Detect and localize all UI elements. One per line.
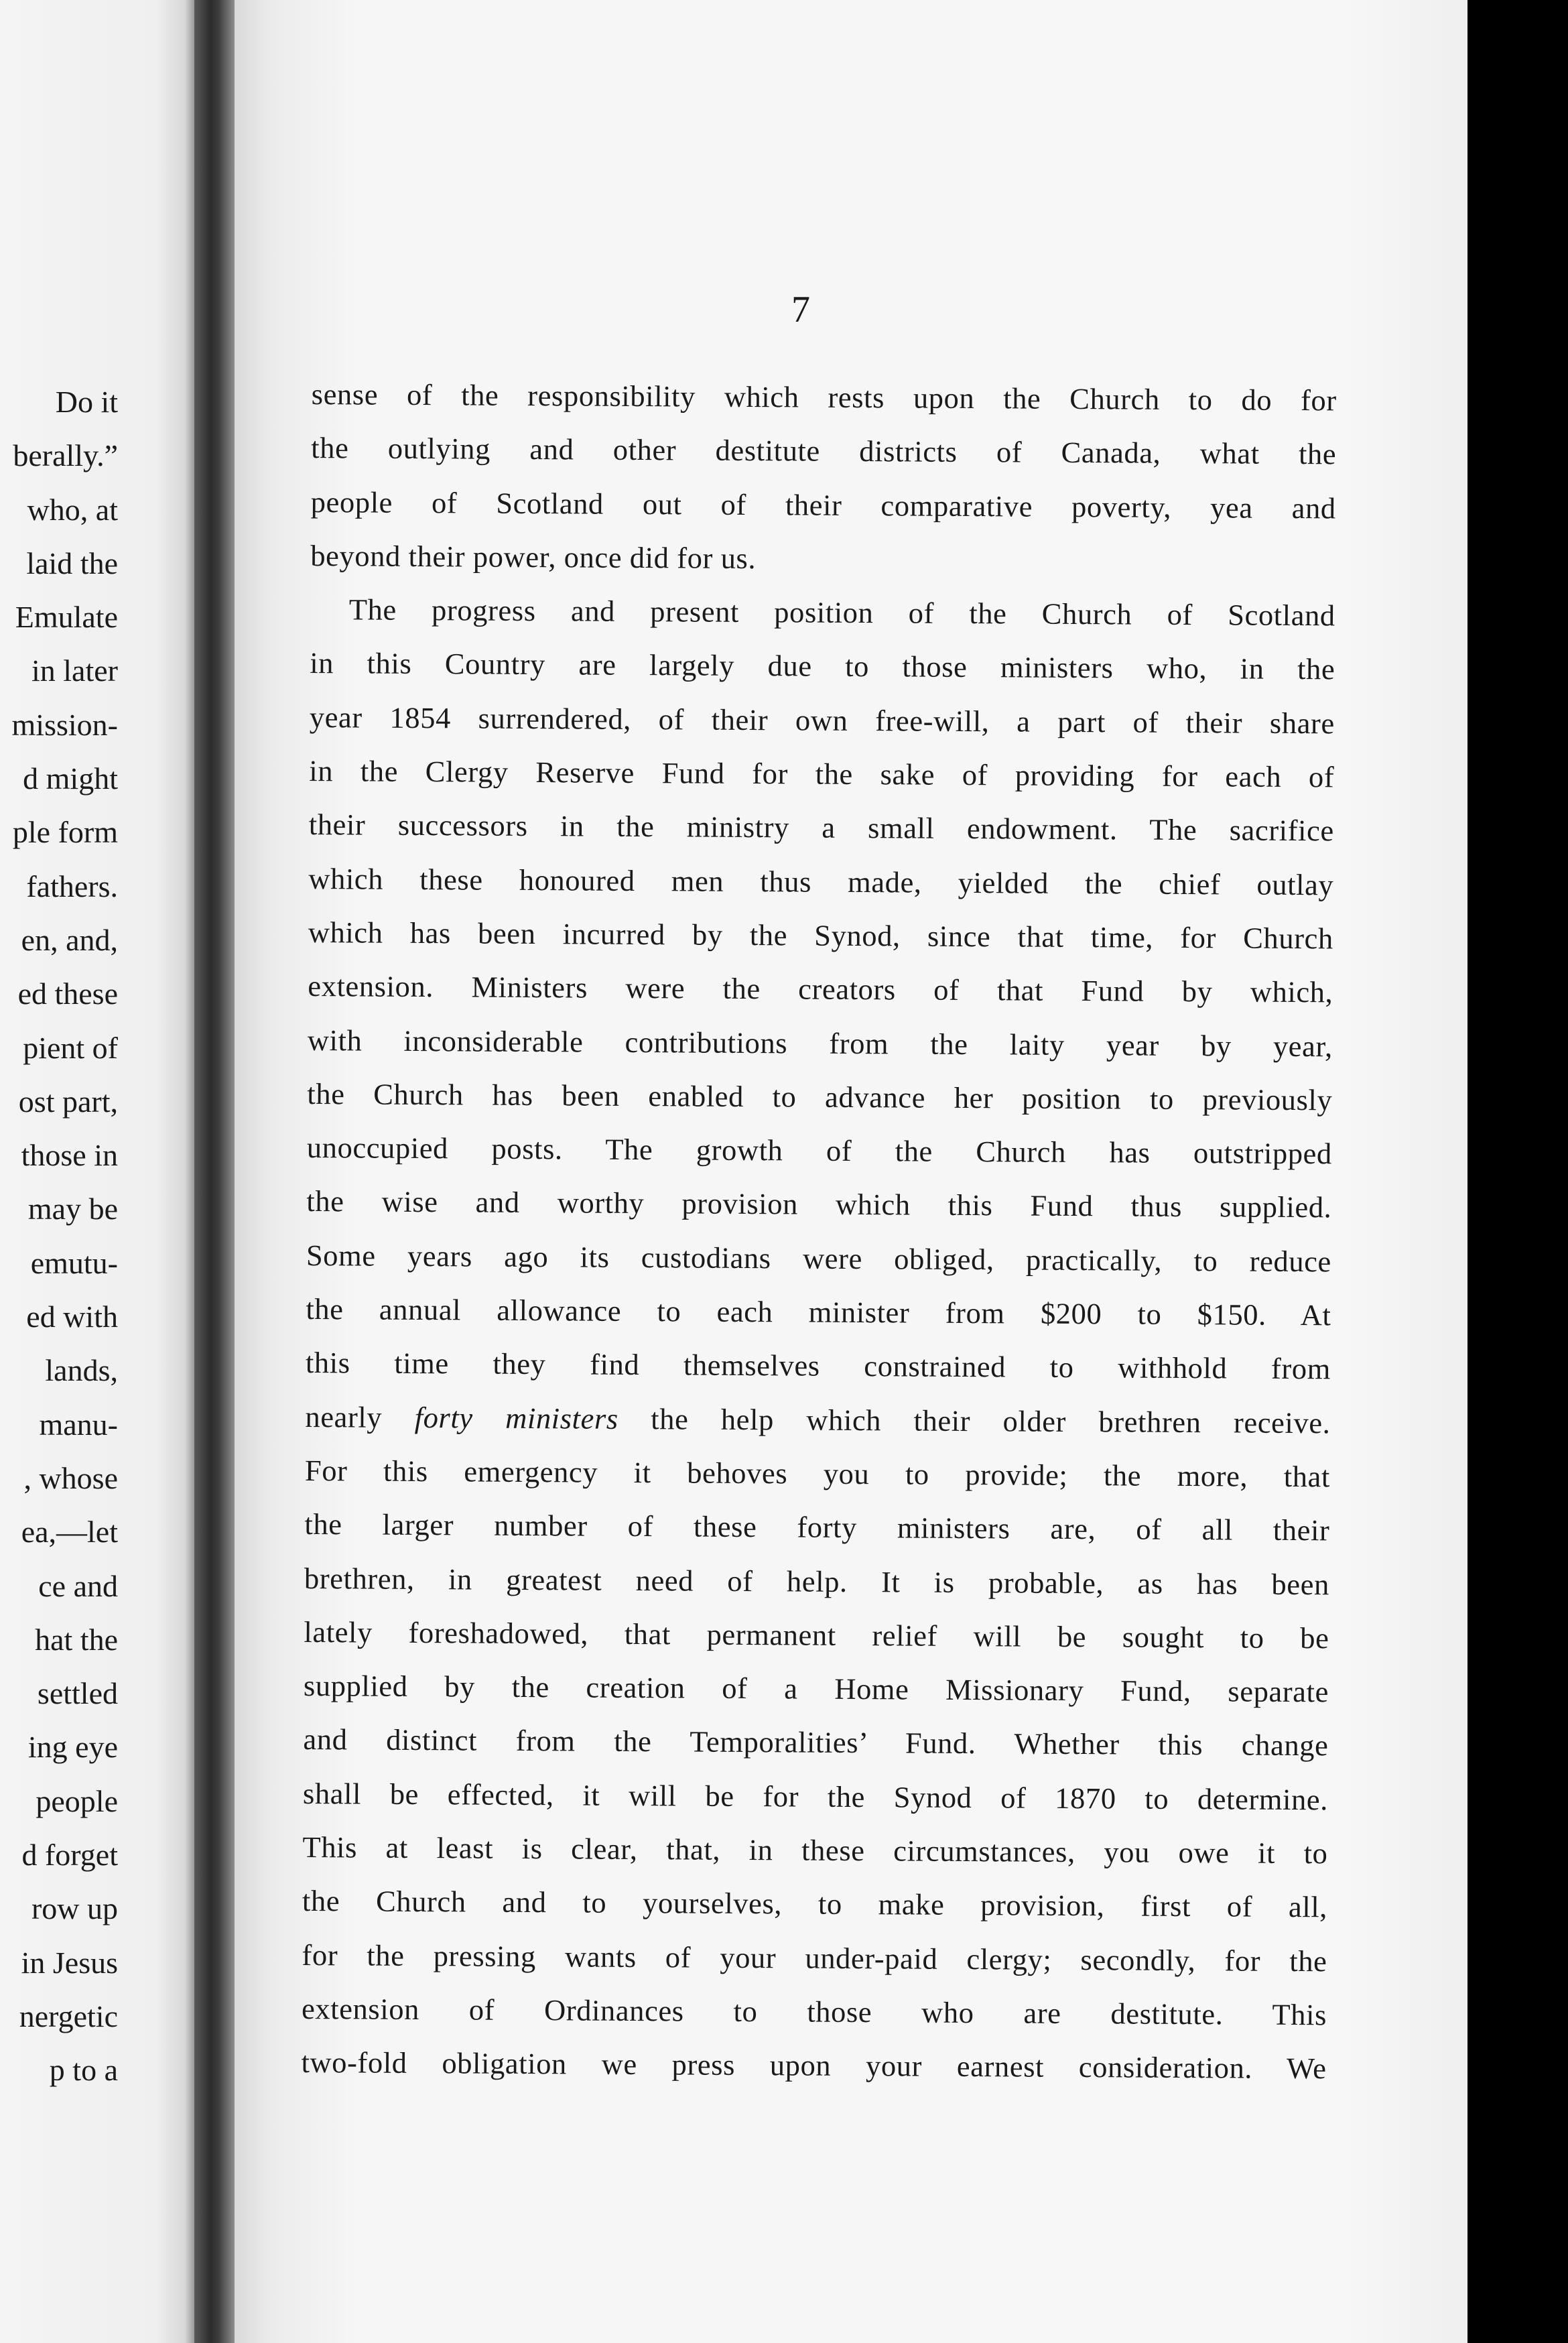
text-line: shall be effected, it will be for the Synod of 1870 to determine. xyxy=(302,1776,1329,1817)
left-page-line: Do it xyxy=(55,385,118,419)
left-page-line: d forget xyxy=(21,1838,118,1873)
left-page-line: ing eye xyxy=(27,1730,118,1765)
text-line: year 1854 surrendered, of their own free-will, a part of their share xyxy=(309,700,1335,741)
text-line: and distinct from the Temporalities’ Fund. Whether this change xyxy=(303,1722,1329,1763)
text-line: unoccupied posts. The growth of the Church has outstripped xyxy=(306,1131,1333,1171)
left-page-line: d might xyxy=(23,761,118,796)
text-line: For this emergency it behoves you to provide; the more, that xyxy=(304,1453,1331,1494)
left-page-text xyxy=(0,375,118,2098)
text-line: Some years ago its custodians were obliged, practically, to reduce xyxy=(306,1238,1332,1279)
left-page-line: in later xyxy=(31,653,118,688)
text-segment: the help which their older brethren receive. xyxy=(651,1401,1331,1440)
left-page-line: ed these xyxy=(17,976,118,1011)
left-page-line: emutu- xyxy=(30,1245,118,1280)
page-number: 7 xyxy=(791,289,810,330)
text-line: for the pressing wants of your under-paid clergy; secondly, for the xyxy=(302,1938,1327,1978)
text-line: This at least is clear, that, in these circumstances, you owe it to xyxy=(302,1830,1328,1871)
text-segment: nearly xyxy=(305,1399,383,1434)
text-line: the larger number of these forty ministers are, of all their xyxy=(304,1507,1330,1547)
left-page-line: , whose xyxy=(23,1460,118,1495)
left-page-line: berally.” xyxy=(13,438,118,473)
text-line: people of Scotland out of their comparative poverty, yea and xyxy=(310,485,1336,525)
left-page-line: lands, xyxy=(45,1353,118,1388)
left-page-line: ple form xyxy=(12,815,118,850)
text-line: the outlying and other destitute districts of Canada, what the xyxy=(311,431,1337,471)
text-line: extension of Ordinances to those who are destitute. This xyxy=(301,1991,1327,2032)
left-page-line: p to a xyxy=(49,2053,118,2088)
text-line: with inconsiderable contributions from the laity year by year, xyxy=(307,1023,1333,1063)
paragraph-first-line: The progress and present position of the Church of Scotland xyxy=(348,592,1335,633)
left-page-line: en, and, xyxy=(21,922,118,957)
book-gutter xyxy=(194,0,235,2343)
left-page-line: who, at xyxy=(27,492,118,527)
text-line: sense of the responsibility which rests upon the Church to do for xyxy=(311,377,1337,418)
left-page-line: row up xyxy=(31,1891,118,1926)
text-line: lately foreshadowed, that permanent relief will be sought to be xyxy=(304,1614,1329,1655)
left-page-line: hat the xyxy=(35,1622,118,1657)
left-page-line: ed with xyxy=(26,1300,118,1334)
left-page-line: settled xyxy=(37,1676,118,1711)
left-page-line: mission- xyxy=(11,707,118,742)
text-line: the wise and worthy provision which this Fund thus supplied. xyxy=(306,1184,1332,1224)
text-line: in the Clergy Reserve Fund for the sake of providing for each of xyxy=(309,754,1335,794)
left-page-line: people xyxy=(36,1783,118,1818)
scan-border xyxy=(1467,0,1568,2343)
text-line: which these honoured men thus made, yielded the chief outlay xyxy=(308,861,1334,902)
left-page-line: manu- xyxy=(39,1407,118,1442)
left-page-line: those in xyxy=(21,1138,118,1173)
italic-emphasis: forty ministers xyxy=(414,1400,618,1436)
left-page-line: ost part, xyxy=(18,1084,118,1119)
left-page-line: laid the xyxy=(26,546,118,580)
text-line: which has been incurred by the Synod, since that time, for Church xyxy=(308,915,1333,956)
text-line: their successors in the ministry a small endowment. The sacrifice xyxy=(308,808,1334,848)
left-page-line: may be xyxy=(27,1192,118,1226)
text-line: extension. Ministers were the creators of that Fund by which, xyxy=(308,969,1333,1009)
left-page-line: Emulate xyxy=(15,600,118,635)
left-facing-page xyxy=(0,0,194,2343)
left-page-line: fathers. xyxy=(26,869,118,903)
left-page-line: pient of xyxy=(23,1030,118,1065)
text-line: supplied by the creation of a Home Missionary Fund, separate xyxy=(303,1669,1329,1709)
text-line: beyond their power, once did for us. xyxy=(310,538,757,575)
text-line: two-fold obligation we press upon your earnest consideration. We xyxy=(301,2045,1327,2086)
text-line: the annual allowance to each minister from $200 to $150. At xyxy=(306,1292,1331,1332)
left-page-line: ea,—let xyxy=(21,1515,118,1549)
body-text xyxy=(301,367,1337,2096)
left-page-line: in Jesus xyxy=(21,1945,118,1980)
left-page-line: ce and xyxy=(38,1568,118,1603)
text-line: this time they find themselves constrained to withhold from xyxy=(305,1346,1331,1386)
text-line: in this Country are largely due to those ministers who, in the xyxy=(310,646,1335,686)
left-page-line: nergetic xyxy=(19,1999,118,2033)
text-line: the Church and to yourselves, to make provision, first of all, xyxy=(302,1884,1328,1924)
text-line-with-italic xyxy=(305,1390,1330,1450)
text-line: the Church has been enabled to advance her position to previously xyxy=(307,1076,1333,1117)
text-line: brethren, in greatest need of help. It is probable, as has been xyxy=(304,1561,1330,1601)
